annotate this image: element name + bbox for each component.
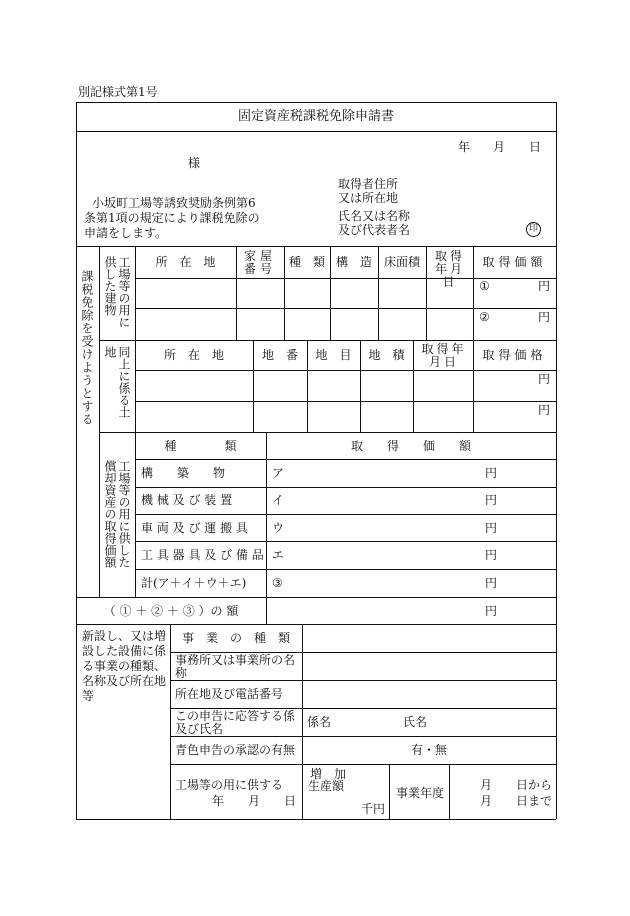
dep-row5-kind: 計(ア＋イ＋ウ＋エ): [141, 576, 247, 590]
dep-row2-kind: 機 械 及 び 装 置: [141, 493, 233, 507]
intro-line-1: 小坂町工場等誘致奨励条例第6: [92, 196, 256, 210]
dep-row4-yen: 円: [485, 548, 498, 562]
biz-blue-value: 有・無: [410, 743, 447, 757]
biz-fiscal-label: 事業年度: [396, 786, 445, 800]
land-h-category: 地 目: [315, 348, 352, 362]
biz-increase-unit: 千円: [361, 802, 386, 816]
bld-h-house-no: 家屋番号: [243, 249, 276, 276]
left-vertical-label: 課税免除を受けようとする: [80, 270, 94, 426]
land-h-acq-date: 取得年月日: [421, 342, 467, 369]
biz-increase-label-2: 生産額: [308, 779, 345, 793]
land-h-lot-no: 地 番: [261, 348, 298, 362]
seal-icon: 印: [526, 222, 541, 237]
date-day: 日: [529, 140, 542, 154]
dep-row1-mark: ア: [272, 466, 285, 480]
dep-row1-kind: 構 築 物: [141, 466, 226, 480]
buildings-label: 工場等の用に供した建物: [103, 256, 131, 328]
biz-blue-label: 青色申告の承認の有無: [175, 743, 296, 757]
bld-h-floor-area: 床面積: [383, 255, 420, 269]
bld-h-acq-date: 取得年月日: [434, 249, 465, 289]
dep-row4-kind: 工 具 器 具 及 び 備 品: [141, 548, 264, 562]
biz-fiscal-from: 月 日から: [480, 778, 553, 792]
dep-h-price: 取 得 価 額: [350, 439, 471, 453]
biz-contact-name: 氏名: [403, 715, 428, 729]
depreciable-label: 工場等の用に供した償却資産の取得価額: [103, 460, 131, 568]
dep-row3-kind: 車 両 及 び 運 搬 具: [141, 521, 248, 535]
bld-row2-num: ②: [479, 310, 490, 324]
land-row2-yen: 円: [538, 403, 551, 417]
bld-row1-yen: 円: [538, 279, 551, 293]
bld-h-location: 所 在 地: [155, 255, 216, 269]
land-row1-yen: 円: [538, 372, 551, 386]
bld-h-structure: 構 造: [335, 255, 372, 269]
biz-address-phone-label: 所在地及び電話番号: [175, 687, 284, 701]
biz-kind-label: 事 業 の 種 類: [181, 631, 290, 645]
date-year: 年: [458, 140, 471, 154]
intro-line-3: 申請をします。: [84, 226, 168, 240]
total-yen: 円: [485, 604, 498, 618]
land-h-acq-price: 取得価格: [482, 348, 547, 362]
land-h-area: 地 積: [368, 348, 405, 362]
biz-contact-label: この申告に応答する係及び氏名: [175, 709, 296, 736]
dep-row2-mark: イ: [272, 493, 285, 507]
bld-row2-yen: 円: [538, 310, 551, 324]
addressee-suffix: 様: [188, 156, 201, 170]
biz-fiscal-to: 月 日まで: [480, 794, 553, 808]
addr-label-2: 又は所在地: [338, 191, 399, 205]
biz-increase-label-1: 増 加: [310, 767, 347, 781]
form-title: 固定資産税課税免除申請書: [237, 109, 394, 124]
dep-h-kind: 種 類: [164, 439, 237, 453]
bld-row1-num: ①: [479, 279, 490, 293]
name-label-1: 氏名又は名称: [338, 209, 411, 223]
form-number: 別記様式第1号: [78, 85, 158, 99]
biz-start-date: 年 月 日: [212, 794, 297, 808]
dep-row1-yen: 円: [485, 466, 498, 480]
dep-row3-mark: ウ: [272, 521, 285, 535]
bld-h-acq-price: 取得価額: [482, 255, 547, 269]
addr-label-1: 取得者住所: [338, 177, 399, 191]
biz-start-label: 工場等の用に供する: [175, 778, 284, 792]
dep-row4-mark: エ: [272, 548, 285, 562]
business-label: 新設し、又は増設した設備に係る事業の種類、名称及び所在地等: [82, 629, 167, 703]
total-label: （ ① ＋ ② ＋ ③ ）の 額: [103, 604, 239, 618]
land-label: 同上に係る土地: [103, 346, 131, 418]
dep-row3-yen: 円: [485, 521, 498, 535]
bld-h-kind: 種 類: [288, 255, 325, 269]
biz-contact-dept: 係名: [307, 715, 332, 729]
intro-line-2: 条第1項の規定により課税免除の: [84, 211, 260, 225]
dep-row2-yen: 円: [485, 493, 498, 507]
biz-office-name-label: 事務所又は事業所の名称: [175, 653, 296, 680]
land-h-location: 所 在 地: [163, 348, 224, 362]
date-month: 月: [493, 140, 506, 154]
name-label-2: 及び代表者名: [338, 223, 411, 237]
dep-row5-mark: ③: [272, 576, 283, 590]
dep-row5-yen: 円: [485, 576, 498, 590]
